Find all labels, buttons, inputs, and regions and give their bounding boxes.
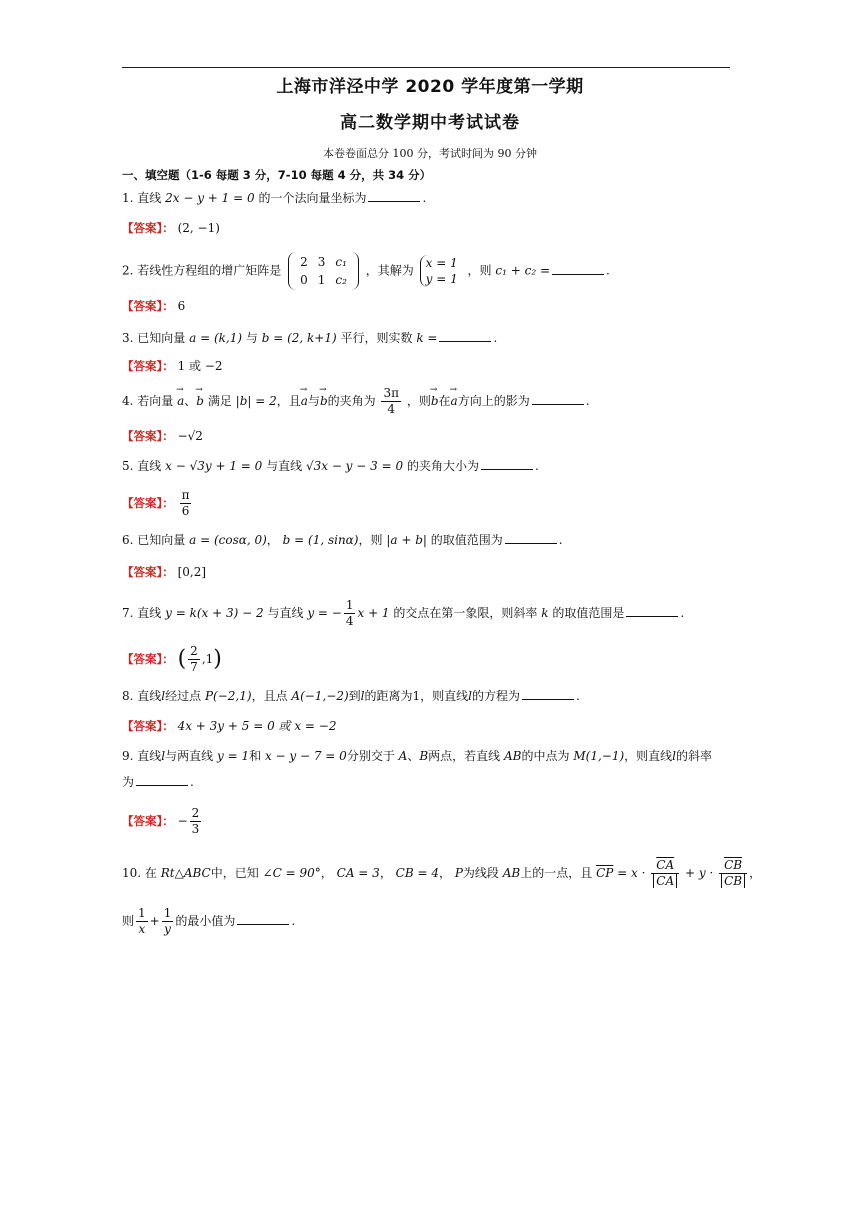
unit-vector-cb: $\frac{\overline{CB}}{CB}$ <box>719 858 747 889</box>
answer-blank <box>505 531 557 544</box>
answer-5 <box>122 488 193 519</box>
answer-value: 1 或 −2 <box>177 359 223 373</box>
answer-3 <box>122 356 223 376</box>
answer-blank <box>626 604 678 617</box>
augmented-matrix: 2 3 c₁ 0 1 c₂ <box>288 252 359 290</box>
question-9: 9. 直线l与两直线 y = 1和 x − y − 7 = 0分别交于 A、B两点，若直线 AB的中点为 M(1,−1)，则直线l的斜率 <box>122 749 713 763</box>
answer-value: −√2 <box>177 429 203 443</box>
fraction: $\frac{1}{4}$ <box>345 598 354 628</box>
answer-value: [0,2] <box>177 565 207 579</box>
question-5: 5. 直线 x − √3y + 1 = 0 与直线 √3x − y − 3 = 0 的夹角大小为 . <box>122 459 539 473</box>
answer-blank <box>368 189 420 202</box>
answer-value: 4x + 3y + 5 = 0 或 x = −2 <box>177 719 337 733</box>
answer-tag: 【答案】： <box>122 299 174 313</box>
answer-tag: 【答案】： <box>122 221 174 235</box>
question-7: 7. 直线 y = k(x + 3) − 2 与直线 y = − $\frac{1}{4}$ x + 1 的交点在第一象限，则斜率 k 的取值范围是 . <box>122 598 685 628</box>
answer-tag: 【答案】： <box>122 719 174 733</box>
question-8: 8. 直线l经过点 P(−2,1)，且点 A(−1,−2)到l的距离为1，则直线l的方程为 . <box>122 689 580 703</box>
fraction-1-over-x: $\frac{1}{x}$ <box>138 906 146 936</box>
answer-tag: 【答案】： <box>122 565 174 579</box>
fraction: $\frac{3\pi}{4}$ <box>383 386 399 416</box>
answer-fraction: $\frac{\pi}{6}$ <box>181 488 190 518</box>
question-6: 6. 已知向量 a = (cosα, 0)， b = (1, sinα)，则 |a + b| 的取值范围为 . <box>122 533 563 547</box>
answer-7: 【答案】： ( $\frac{2}{7}$ ,1) <box>122 644 222 674</box>
answer-fraction: $\frac{2}{3}$ <box>191 806 200 836</box>
answer-1 <box>122 218 220 238</box>
unit-vector-ca: $\frac{\overline{CA}}{CA}$ <box>651 858 679 889</box>
answer-value: (2, −1) <box>177 221 220 235</box>
answer-blank <box>552 262 604 275</box>
answer-tag: 【答案】： <box>122 496 174 510</box>
answer-9: 【答案】： − $\frac{2}{3}$ <box>122 806 200 836</box>
answer-blank <box>237 912 289 925</box>
answer-tag: 【答案】： <box>122 429 174 443</box>
question-9-line-2: 为 . <box>122 775 194 789</box>
exam-title: 高二数学期中考试试卷 <box>340 113 520 133</box>
exam-school-title: 上海市洋泾中学 2020 学年度第一学期 <box>276 77 584 97</box>
answer-tag: 【答案】： <box>122 359 174 373</box>
question-10: 10. 在 Rt△ABC中，已知 ∠C = 90°， CA = 3， CB = 4， P为线段 AB上的一点，且 $\overline{CP} = x$ · $\frac{\overline{CA}}{CA}$ + y · $\frac{\overline{CB}}{CB}$ ， <box>122 858 762 888</box>
question-2: 2. 若线性方程组的增广矩阵是 2 3 c₁ 0 1 c₂ ，其解为 x = 1 y = 1 ，则 c₁ + c₂ = . <box>122 252 610 290</box>
top-rule <box>122 67 730 68</box>
answer-value: 6 <box>177 299 186 313</box>
answer-6 <box>122 562 206 582</box>
answer-blank <box>532 392 584 405</box>
question-4: 4. 若向量 → a、→ b 满足 |b| = 2，且→ a与→ b的夹角为 $\frac{3\pi}{4}$ ，则→ b在→ a方向上的影为 . <box>122 386 590 417</box>
answer-8 <box>122 716 337 736</box>
answer-blank <box>439 329 491 342</box>
answer-2 <box>122 296 185 316</box>
answer-blank <box>481 457 533 470</box>
question-1: 1. 直线 2x − y + 1 = 0 的一个法向量坐标为 . <box>122 191 427 205</box>
fraction-1-over-y: $\frac{1}{y}$ <box>163 906 172 936</box>
answer-blank <box>136 773 188 786</box>
answer-fraction: $\frac{2}{7}$ <box>190 644 198 674</box>
answer-tag: 【答案】： <box>122 814 174 828</box>
question-10-line-2: 则 $\frac{1}{x}$ + $\frac{1}{y}$ 的最小值为 . <box>122 906 296 936</box>
answer-4 <box>122 426 203 446</box>
solution-system: x = 1 y = 1 <box>420 255 462 287</box>
answer-tag: 【答案】： <box>122 652 174 666</box>
question-3: 3. 已知向量 a = (k,1) 与 b = (2, k+1) 平行，则实数 k = . <box>122 331 498 345</box>
section-heading: 一、填空题（1-6 每题 3 分，7-10 每题 4 分，共 34 分） <box>122 168 432 182</box>
answer-blank <box>522 687 574 700</box>
exam-info: 本卷卷面总分 100 分，考试时间为 90 分钟 <box>323 147 537 160</box>
